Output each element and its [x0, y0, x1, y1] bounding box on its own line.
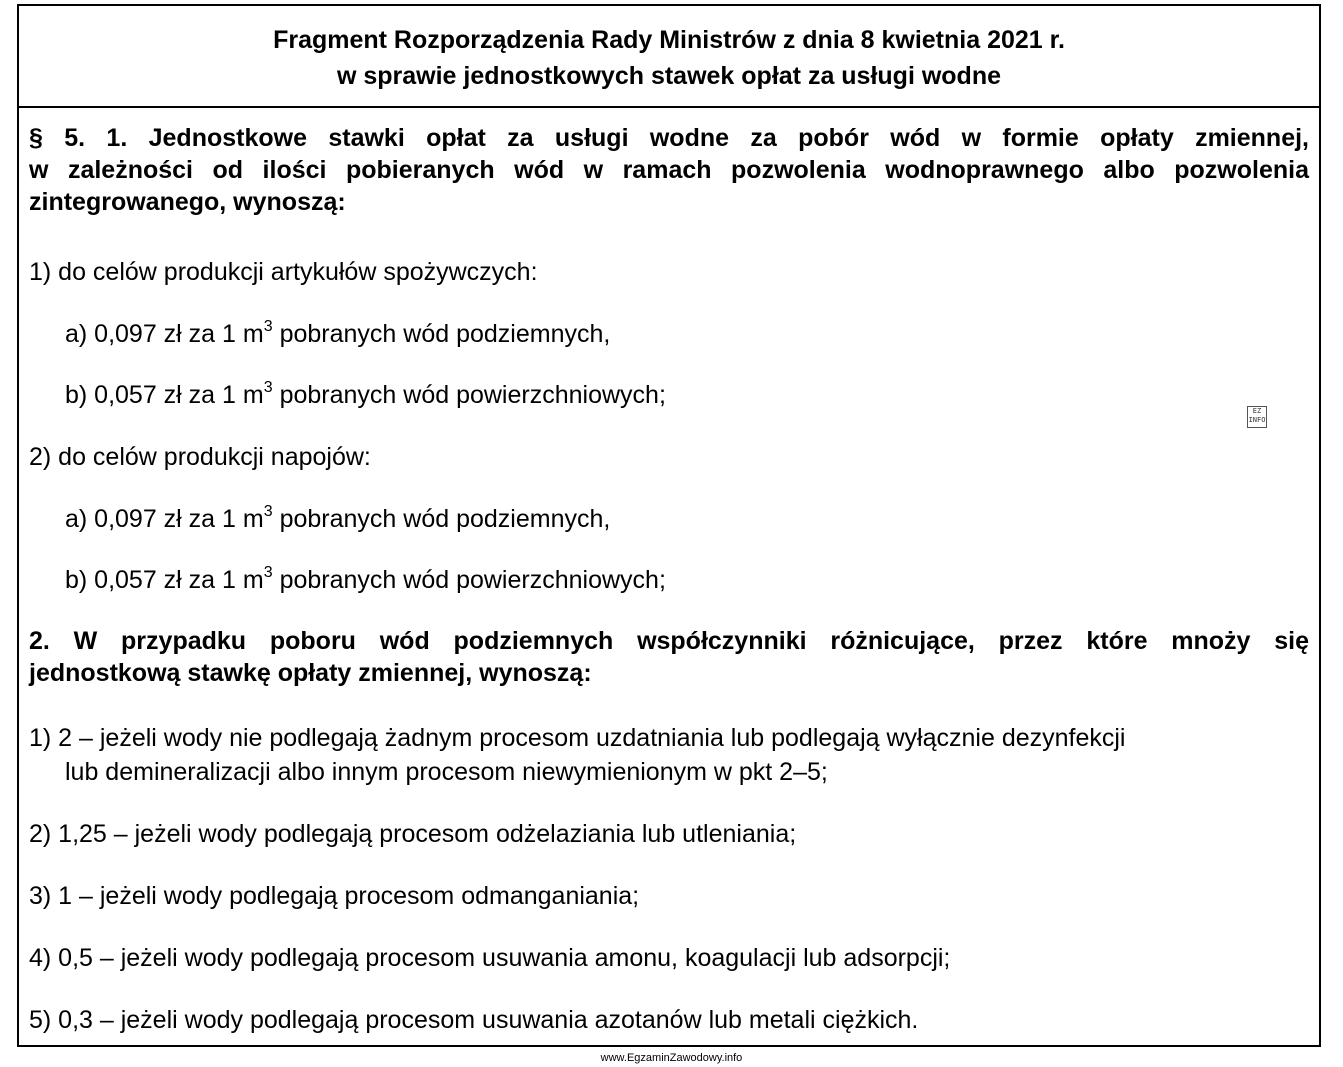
- section-2-intro-line-2: jednostkową stawkę opłaty zmiennej, wynoszą:: [29, 659, 592, 687]
- superscript-exponent: 3: [263, 502, 273, 520]
- section-2-item-4: 4) 0,5 – jeżeli wody podlegają procesom usuwania amonu, koagulacji lub adsorpcji;: [29, 944, 951, 972]
- superscript-exponent: 3: [263, 563, 273, 581]
- section-2-intro: [29, 625, 1309, 689]
- superscript-exponent: 3: [263, 378, 273, 396]
- document-title-line-2: w sprawie jednostkowych stawek opłat za usługi wodne: [336, 62, 1002, 90]
- rate-description: pobranych wód powierzchniowych;: [272, 381, 666, 409]
- header-divider: [19, 106, 1319, 108]
- section-1-item-2-label: 2) do celów produkcji napojów:: [29, 443, 371, 471]
- watermark-stamp-icon: EZ INFO: [1247, 406, 1267, 428]
- section-2-item-5: 5) 0,3 – jeżeli wody podlegają procesom usuwania azotanów lub metali ciężkich.: [29, 1006, 919, 1034]
- section-1-intro-line-3: zintegrowanego, wynoszą:: [29, 188, 346, 216]
- rate-description: pobranych wód podziemnych,: [272, 320, 611, 348]
- section-1-item-2-a: [65, 503, 610, 535]
- section-1-intro-line-2: w zależności od ilości pobieranych wód w ramach pozwolenia wodnoprawnego albo pozwolenia: [29, 156, 1309, 184]
- superscript-exponent: 3: [263, 317, 273, 335]
- rate-text: a) 0,097 zł za 1 m: [65, 320, 264, 348]
- rate-text: b) 0,057 zł za 1 m: [65, 381, 264, 409]
- document-frame: [17, 4, 1321, 1047]
- rate-description: pobranych wód powierzchniowych;: [272, 566, 666, 594]
- section-1-item-1-b: [65, 379, 666, 411]
- rate-text: a) 0,097 zł za 1 m: [65, 505, 264, 533]
- section-1-intro-line-1: § 5. 1. Jednostkowe stawki opłat za usługi wodne za pobór wód w formie opłaty zmiennej,: [29, 124, 1309, 152]
- section-2-item-1-line-2: lub demineralizacji albo innym procesom niewymienionym w pkt 2–5;: [65, 758, 828, 786]
- section-1-intro: [29, 122, 1309, 218]
- rate-text: b) 0,057 zł za 1 m: [65, 566, 264, 594]
- footer-url: www.EgzaminZawodowy.info: [600, 1052, 743, 1064]
- section-1-item-1-a: [65, 318, 610, 350]
- section-2-item-3: 3) 1 – jeżeli wody podlegają procesom odmanganiania;: [29, 882, 640, 910]
- section-2-item-1-line-1: 1) 2 – jeżeli wody nie podlegają żadnym procesom uzdatniania lub podlegają wyłącznie dezynfekcji: [29, 724, 1126, 752]
- document-title-line-1: Fragment Rozporządzenia Rady Ministrów z dnia 8 kwietnia 2021 r.: [273, 26, 1065, 54]
- rate-description: pobranych wód podziemnych,: [272, 505, 611, 533]
- section-2-intro-line-1: 2. W przypadku poboru wód podziemnych współczynniki różnicujące, przez które mnoży się: [29, 627, 1309, 655]
- section-1-item-1-label: 1) do celów produkcji artykułów spożywczych:: [29, 258, 538, 286]
- section-2-item-2: 2) 1,25 – jeżeli wody podlegają procesom odżelaziania lub utleniania;: [29, 820, 797, 848]
- section-1-item-2-b: [65, 564, 666, 596]
